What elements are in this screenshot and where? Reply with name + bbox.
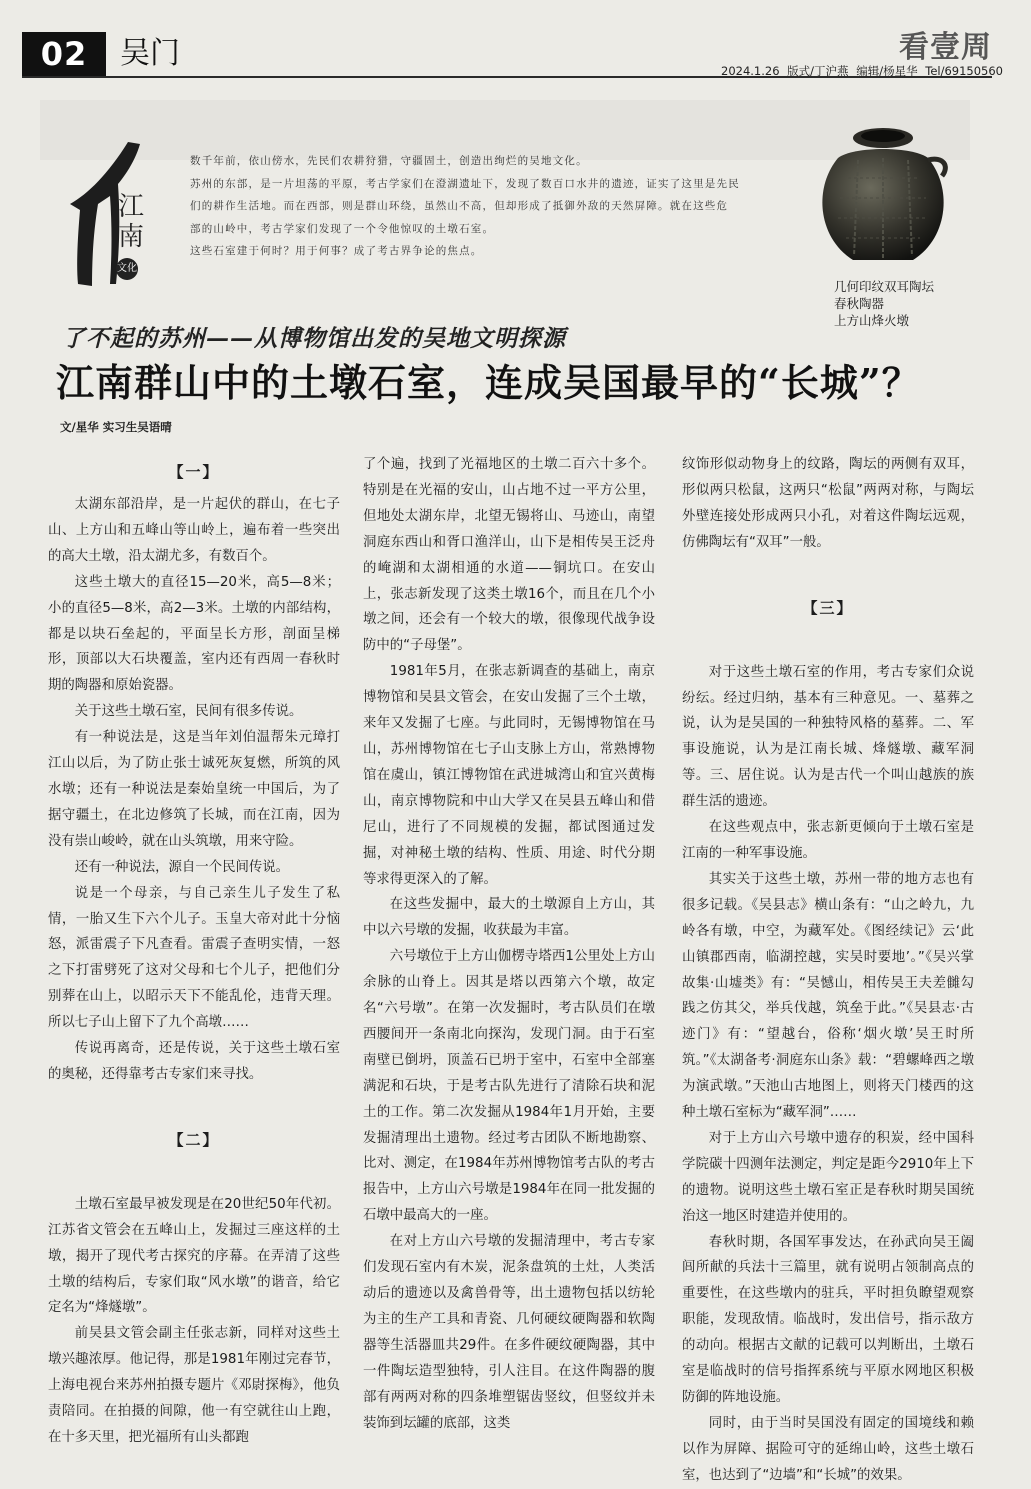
- section-heading: 【一】: [168, 463, 220, 481]
- paragraph: 春秋时期，各国军事发达，在孙武向吴王阖闾所献的兵法十三篇里，就有说明占领制高点的重要性，在这些墩内的驻兵，平时担负瞭望观察职能，发现敌情。临战时，发出信号，指示敌方的动向。根据古文献的记载可以判断出，土墩石室是临战时的信号指挥系统与平原水网地区积极防御的阵地设施。: [682, 1234, 974, 1405]
- paragraph: 有一种说法是，这是当年刘伯温帮朱元璋打江山以后，为了防止张士诚死灰复燃，所筑的风水墩；还有一种说法是秦始皇统一中国后，为了据守疆土，在北边修筑了长城，而在江南，因为没有崇山峻岭，就在山头筑墩，用来守险。: [48, 730, 340, 849]
- article-column-2: [363, 452, 655, 1436]
- article-column-1: [48, 452, 340, 1451]
- paragraph: 在对上方山六号墩的发掘清理中，考古专家们发现石室内有木炭，泥条盘筑的土灶，人类活动后的遗迹以及禽兽骨等，出土遗物包括以纺轮为主的生产工具和青瓷、几何硬纹硬陶器和软陶器等生活器皿共29件。在多件硬纹硬陶器，其中一件陶坛造型独特，引人注目。在这件陶器的腹部有两两对称的四条堆塑锯齿竖纹，但竖纹并未装饰到坛罐的底部，这类: [363, 1234, 655, 1431]
- paragraph: 还有一种说法，源自一个民间传说。: [74, 859, 290, 875]
- paragraph: 纹饰形似动物身上的纹路，陶坛的两侧有双耳，形似两只松鼠，这两只“松鼠”两两对称，与陶坛外壁连接处形成两只小孔，对着这件陶坛远观，仿佛陶坛有“双耳”一般。: [682, 457, 974, 550]
- paragraph: 说是一个母亲，与自己亲生儿子发生了私情，一胎又生下六个儿子。玉皇大帝对此十分恼怒，派雷震子下凡查看。雷震子查明实情，一怒之下打雷劈死了这对父母和七个儿子，把他们分别葬在山上，以昭示天下不能乱伦，违背天理。所以七子山上留下了九个高墩……: [48, 885, 340, 1031]
- paragraph: 六号墩位于上方山伽楞寺塔西1公里处上方山余脉的山脊上。因其是塔以西第六个墩，故定名“六号墩”。在第一次发掘时，考古队员们在墩西腰间开一条南北向探沟，发现门洞。由于石室南壁已倒坍，顶盖石已坍于室中，石室中全部塞满泥和石块，于是考古队先进行了清除石块和泥土的工作。第二次发掘从1984年1月开始，主要发掘清理出土遗物。经过考古团队不断地勘察、比对、测定，在1984年苏州博物馆考古队的考古报告中，上方山六号墩是1984年在同一批发掘的石墩中最高大的一座。: [363, 949, 655, 1224]
- paragraph: 对于这些土墩石室的作用，考古专家们众说纷纭。经过归纳，基本有三种意见。一、墓葬之说，认为是吴国的一种独特风格的墓葬。二、军事设施说，认为是江南长城、烽燧墩、藏军洞等。三、居住说。认为是古代一个叫山越族的族群生活的遗迹。: [682, 664, 974, 810]
- paragraph: 土墩石室最早被发现是在20世纪50年代初。江苏省文管会在五峰山上，发掘过三座这样的土墩，揭开了现代考古探究的序幕。在弄清了这些土墩的结构后，专家们取“风水墩”的谐音，给它定名为“烽燧墩”。: [48, 1196, 340, 1316]
- caption-line: 几何印纹双耳陶坛: [834, 279, 935, 294]
- intro-line: 们的耕作生活地。而在西部，则是群山环绕，虽然山不高，但却形成了抵御外敌的天然屏障。就在这些危: [190, 200, 729, 213]
- intro-line: 苏州的东部，是一片坦荡的平原，考古学家们在澄湖遗址下，发现了数百口水井的遗迹，证实了这里是先民: [190, 177, 740, 190]
- image-caption: [834, 278, 934, 329]
- article-title: 江南群山中的土墩石室，连成吴国最早的“长城”？: [56, 360, 921, 405]
- brush-stroke-icon: [58, 134, 168, 294]
- paragraph: 传说再离奇，还是传说，关于这些土墩石室的奥秘，还得靠考古专家们来寻找。: [48, 1041, 340, 1082]
- section-spacer: [682, 556, 974, 588]
- paragraph: 1981年5月，在张志新调查的基础上，南京博物馆和吴县文管会，在安山发掘了三个土墩，来年又发掘了七座。与此同时，无锡博物馆在马山，苏州博物馆在七子山支脉上方山，常熟博物馆在虞山，镇江博物馆在武进城湾山和宜兴黄梅山，南京博物院和中山大学又在吴县五峰山和借尼山，进行了不同规模的发掘，都试图通过发掘，对神秘土墩的结构、性质、用途、时代分期等求得更深入的了解。: [363, 664, 655, 887]
- masthead-logo: 看壹周: [899, 30, 992, 65]
- paragraph: 其实关于这些土墩，苏州一带的地方志也有很多记载。《吴县志》横山条有：“山之岭九，九岭各有墩，中空，为藏军处。《图经续记》云‘此山镇郡西南，临湖控越，实吴时要地’。”《吴兴掌故集·山墟类》有：“吴憾山，相传吴王夫差雠勾践之仿其父，举兵伐越，筑垒于此。”《吴县志·古迹门》有：“望越台，俗称‘烟火墩’吴王时所筑。”《太湖备考·洞庭东山条》载：“碧螺峰西之墩为演武墩。”天池山古地图上，则将天门楼西的这种土墩石室标为“藏军洞”……: [682, 871, 974, 1121]
- paragraph: 在这些发掘中，最大的土墩源自上方山，其中以六号墩的发掘，收获最为丰富。: [363, 897, 655, 939]
- article-column-3: [682, 452, 974, 1489]
- paragraph: 关于这些土墩石室，民间有很多传说。: [74, 704, 303, 720]
- paragraph: 同时，由于当时吴国没有固定的国境线和赖以作为屏障、据险可守的延绵山岭，这些土墩石室，也达到了“边墙”和“长城”的效果。: [682, 1415, 974, 1483]
- paragraph: 对于上方山六号墩中遗存的积炭，经中国科学院碳十四测年法测定，判定是距今2910年上下的遗物。说明这些土墩石室正是春秋时期吴国统治这一地区时建造并使用的。: [682, 1130, 974, 1224]
- paragraph: 了个遍，找到了光福地区的土墩二百六十多个。特别是在光福的安山，山占地不过一平方公里，但地处太湖东岸，北望无锡将山、马迹山，南望洞庭东西山和胥口渔洋山，山下是相传吴王泛舟的崦湖和太湖相通的水道——铜坑口。在安山上，张志新发现了这类土墩16个，而且在几个小墩之间，还会有一个较大的墩，很像现代战争设防中的“子母堡”。: [363, 457, 655, 654]
- intro-line: 数千年前，依山傍水，先民们农耕狩猎，守疆固土，创造出绚烂的吴地文化。: [190, 155, 588, 167]
- section-spacer: [48, 1160, 340, 1192]
- section-spacer: [682, 628, 974, 660]
- paragraph: 太湖东部沿岸，是一片起伏的群山，在七子山、上方山和五峰山等山岭上，遍布着一些突出的高大土墩，沿太湖尤多，有数百个。: [48, 497, 340, 564]
- paragraph: 这些土墩大的直径15—20米，高5—8米；小的直径5—8米，高2—3米。土墩的内部结构，都是以块石垒起的，平面呈长方形，剖面呈梯形，顶部以大石块覆盖，室内还有西周一春秋时期的陶器和原始瓷器。: [48, 574, 340, 694]
- caption-line: 上方山烽火墩: [834, 313, 910, 328]
- intro-line: 这些石室建于何时？用于何事？成了考古界争论的焦点。: [190, 245, 483, 258]
- byline: 文/星华 实习生吴语晴: [60, 420, 172, 434]
- logo-badge: 文化: [116, 258, 138, 280]
- logo-title: 江南: [118, 192, 145, 252]
- caption-line: 春秋陶器: [834, 296, 885, 311]
- section-name: 吴门: [120, 36, 180, 71]
- pottery-jar-photo: [808, 118, 958, 268]
- paragraph: 前吴县文管会副主任张志新，同样对这些土墩兴趣浓厚。他记得，那是1981年刚过完春节，上海电视台来苏州拍摄专题片《邓尉探梅》，他负责陪同。在拍摄的间隙，他一有空就往山上跑，在十多天里，把光福所有山头都跑: [48, 1326, 340, 1445]
- article-subtitle: 了不起的苏州——从博物馆出发的吴地文明探源: [62, 325, 566, 352]
- issue-meta: 2024.1.26 版式/丁沪燕 编辑/杨星华 Tel/69150560: [721, 64, 1003, 78]
- intro-line: 部的山岭中，考古学家们发现了一个令他惊叹的土墩石室。: [190, 222, 495, 235]
- paragraph: 在这些观点中，张志新更倾向于土墩石室是江南的一种军事设施。: [682, 820, 974, 861]
- jiangnan-culture-logo: [58, 134, 168, 294]
- section-heading: 【二】: [168, 1130, 220, 1149]
- section-spacer: [48, 1088, 340, 1120]
- intro-text: [190, 150, 778, 263]
- section-heading: 【三】: [802, 598, 854, 617]
- page-number: 02: [22, 32, 106, 76]
